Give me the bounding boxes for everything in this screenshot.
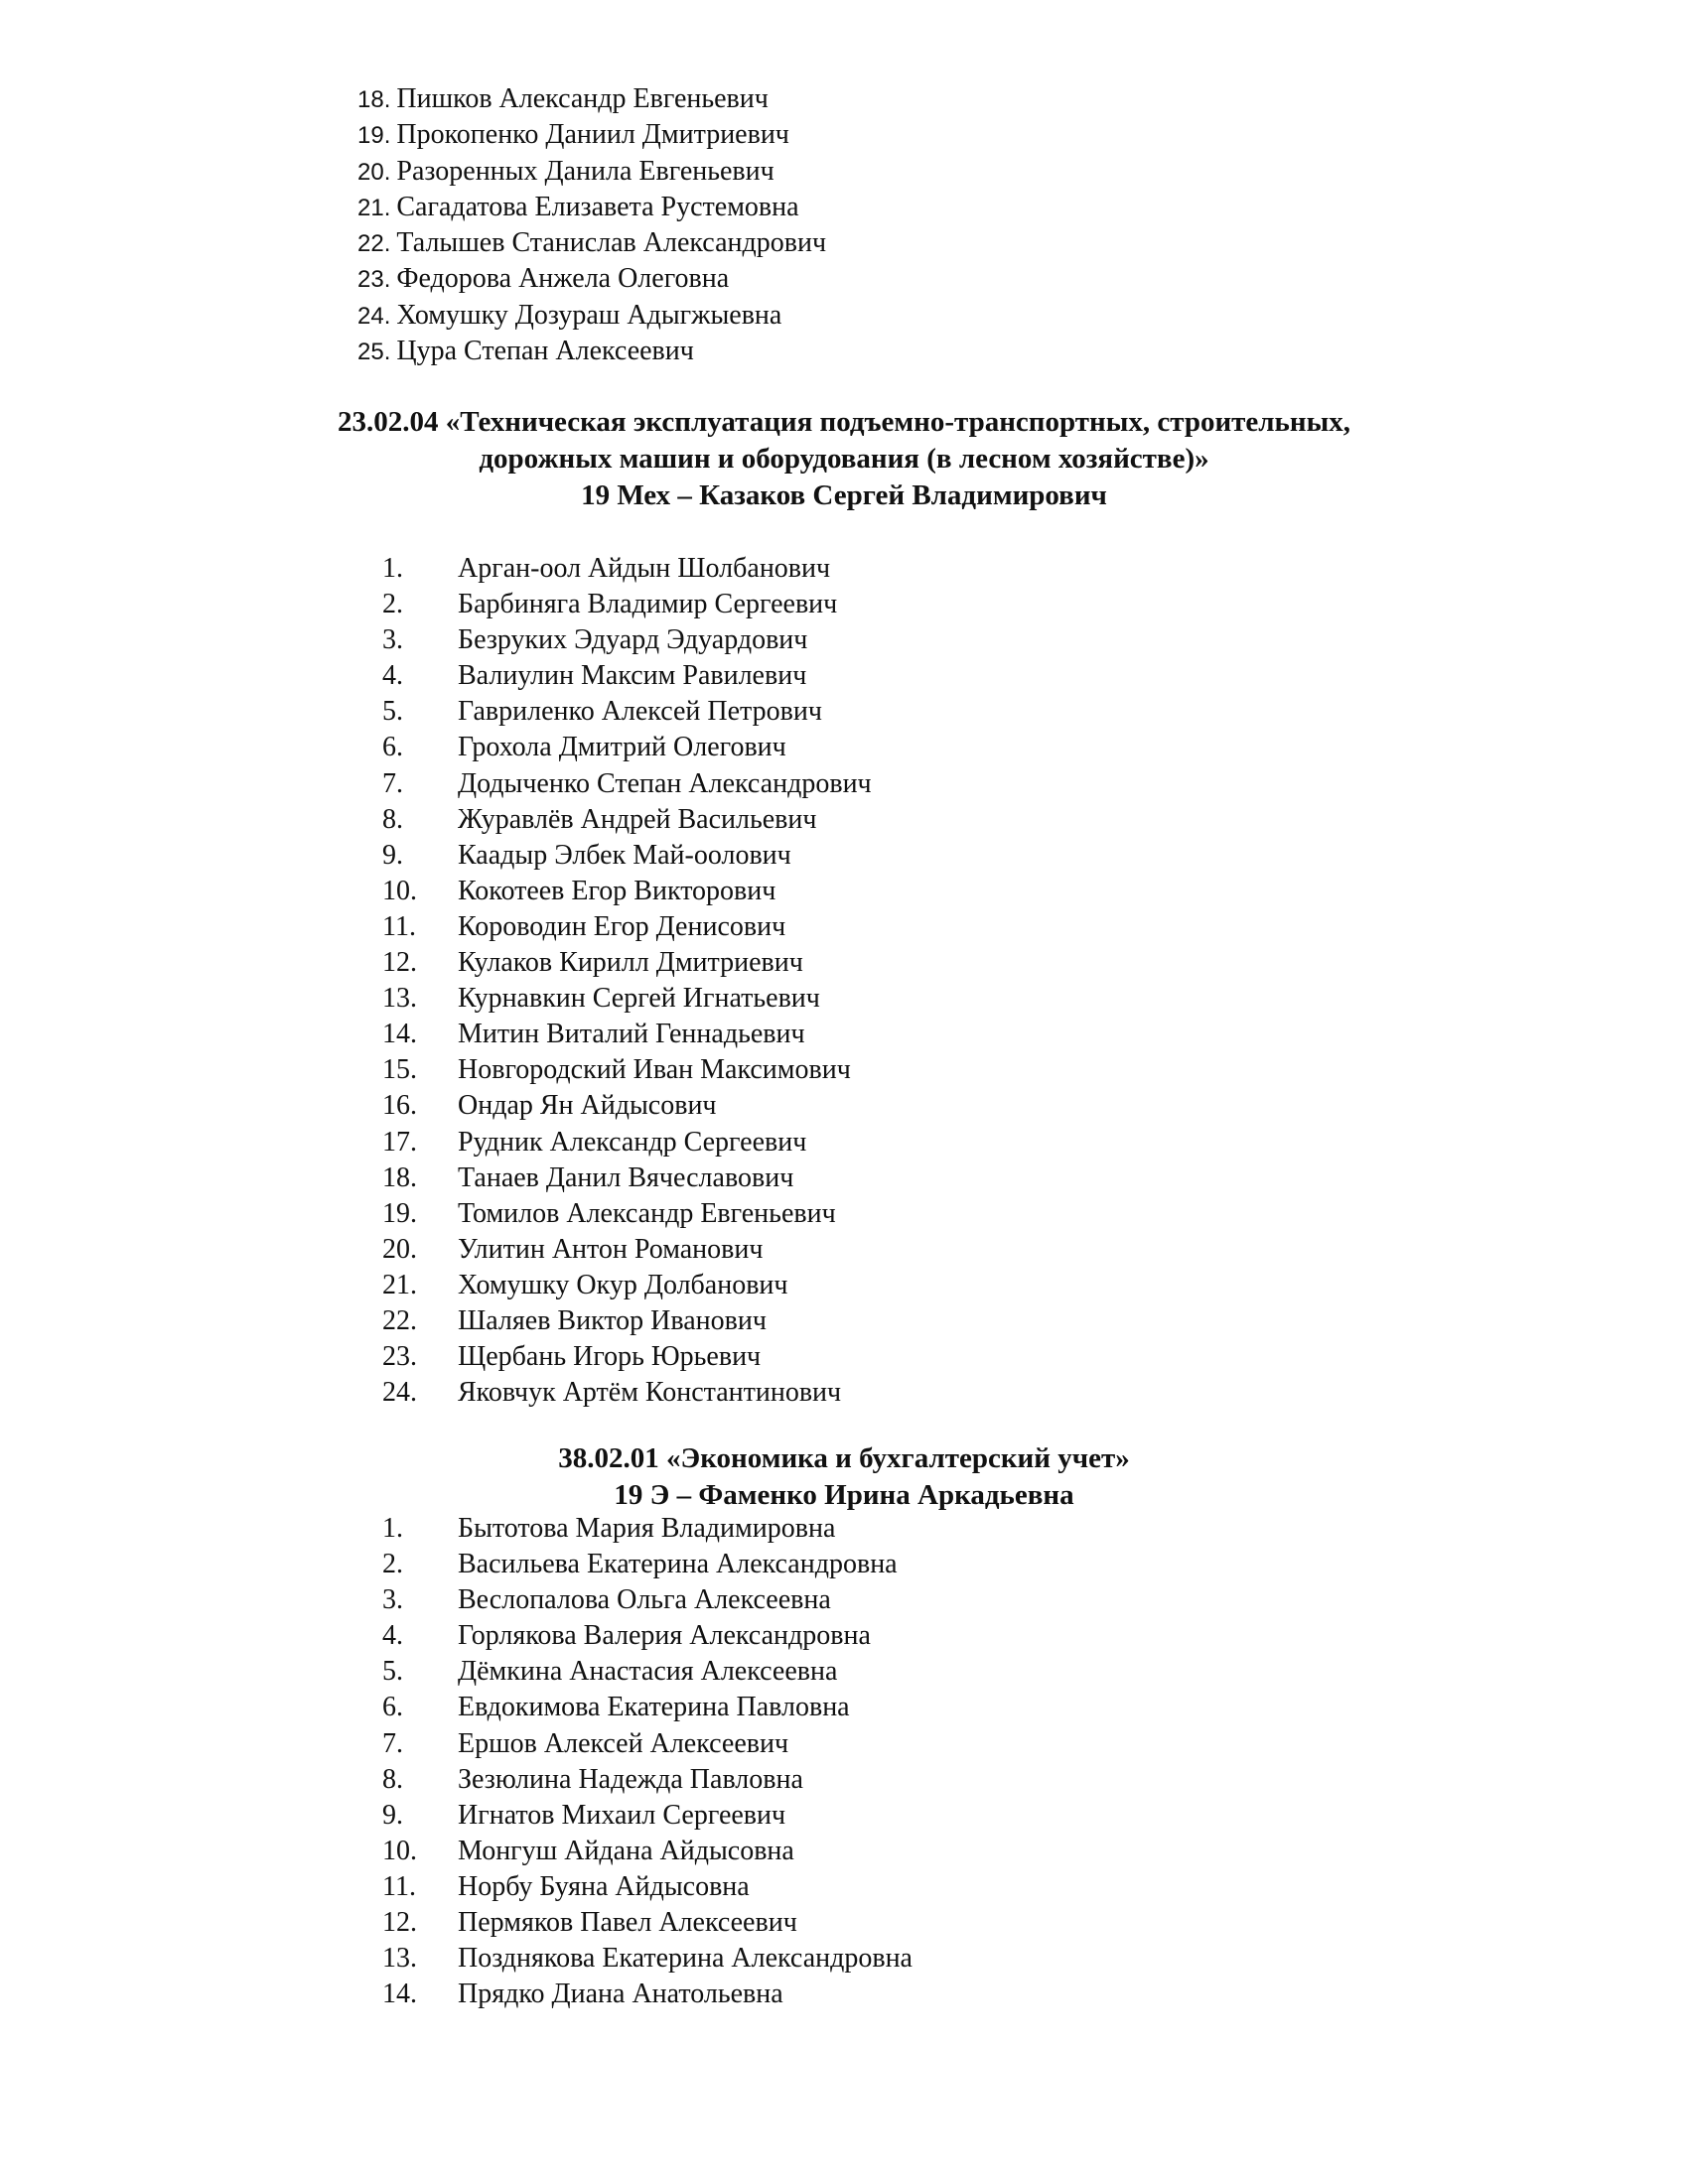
list-item [382,694,872,730]
student-name: Барбиняга Владимир Сергеевич [458,589,838,620]
group-curator-line: 19 Э – Фаменко Ирина Аркадьевна [614,1479,1074,1511]
item-number: 23. [382,1341,417,1373]
student-name: Каадыр Элбек Май-оолович [458,839,791,871]
student-name: Шаляев Виктор Иванович [458,1304,767,1336]
item-number: 3. [382,624,403,656]
list-item [382,551,872,587]
student-name: Додыченко Степан Александрович [458,767,872,799]
continued-student-list [357,81,826,369]
list-item [382,1017,872,1052]
student-name: Грохола Дмитрий Олегович [458,732,786,763]
list-item [357,190,826,225]
student-name: Ондар Ян Айдысович [458,1090,717,1122]
list-item [382,1052,872,1088]
item-number: 21. [382,1269,417,1300]
student-name: Кокотеев Егор Викторович [458,875,776,906]
list-item [357,334,826,369]
item-number: 18. [382,1161,417,1193]
student-name: Игнатов Михаил Сергеевич [458,1799,786,1831]
list-item [382,1232,872,1268]
student-name: Рудник Александр Сергеевич [458,1126,807,1158]
student-name: Ершов Алексей Алексеевич [458,1727,789,1759]
section-heading-economics [0,1440,1688,1514]
list-item [382,1088,872,1124]
student-name: Прокопенко Даниил Дмитриевич [396,119,789,151]
item-number: 7. [382,767,403,799]
student-name: Дёмкина Анастасия Алексеевна [458,1656,838,1688]
student-name: Улитин Антон Романович [458,1233,764,1265]
item-number: 12. [382,1907,417,1939]
student-name: Норбу Буяна Айдысовна [458,1870,750,1902]
student-name: Пишков Александр Евгеньевич [396,83,769,114]
list-item [382,1798,913,1834]
item-number: 19. [357,122,391,150]
student-name: Валиулин Максим Равилевич [458,660,807,692]
list-item [357,298,826,334]
item-number: 12. [382,947,417,979]
list-item [382,1977,913,2012]
student-name: Васильева Екатерина Александровна [458,1549,898,1580]
item-number: 1. [382,553,403,584]
list-item [382,981,872,1017]
item-number: 16. [382,1090,417,1122]
item-number: 9. [382,1799,403,1831]
list-item [382,1375,872,1411]
item-number: 11. [382,1870,416,1902]
student-name: Арган-оол Айдын Шолбанович [458,553,831,584]
student-name: Евдокимова Екатерина Павловна [458,1692,850,1723]
item-number: 17. [382,1126,417,1158]
item-number: 21. [357,194,391,221]
item-number: 5. [382,1656,403,1688]
student-name: Веслопалова Ольга Алексеевна [458,1584,831,1616]
list-item [357,117,826,153]
student-name: Талышев Станислав Александрович [396,227,827,259]
student-name: Короводин Егор Денисович [458,910,786,942]
item-number: 18. [357,86,391,113]
list-item [382,874,872,909]
item-number: 8. [382,1763,403,1795]
student-name: Гавриленко Алексей Петрович [458,696,822,728]
student-name: Горлякова Валерия Александровна [458,1620,871,1652]
item-number: 25. [357,339,391,366]
student-name: Митин Виталий Геннадьевич [458,1019,805,1050]
list-item [382,1762,913,1798]
item-number: 22. [382,1304,417,1336]
item-number: 20. [382,1233,417,1265]
item-number: 15. [382,1054,417,1086]
list-item [357,225,826,261]
student-name: Федорова Анжела Олеговна [396,263,730,295]
student-name: Позднякова Екатерина Александровна [458,1943,913,1975]
student-name: Новгородский Иван Максимович [458,1054,851,1086]
item-number: 23. [357,266,391,294]
item-number: 13. [382,983,417,1015]
list-item [382,658,872,694]
list-item [382,1268,872,1303]
item-number: 5. [382,696,403,728]
specialty-title-line-1: 38.02.01 «Экономика и бухгалтерский учет» [558,1442,1130,1474]
item-number: 14. [382,1979,417,2010]
student-list-economics [382,1511,913,2012]
list-item [382,802,872,838]
list-item [382,909,872,945]
item-number: 10. [382,875,417,906]
student-name: Курнавкин Сергей Игнатьевич [458,983,820,1015]
item-number: 1. [382,1513,403,1544]
list-item [382,1160,872,1196]
item-number: 24. [357,302,391,330]
student-name: Бытотова Мария Владимировна [458,1513,836,1544]
student-name: Хомушку Дозураш Адыгжыевна [396,299,782,331]
list-item [382,1618,913,1654]
list-item [382,1339,872,1375]
list-item [382,766,872,802]
student-list-mechanics [382,551,872,1411]
student-name: Разоренных Данила Евгеньевич [396,155,774,187]
item-number: 22. [357,230,391,258]
student-name: Журавлёв Андрей Васильевич [458,803,817,835]
student-name: Безруких Эдуард Эдуардович [458,624,808,656]
item-number: 11. [382,910,416,942]
item-number: 13. [382,1943,417,1975]
student-name: Прядко Диана Анатольевна [458,1979,783,2010]
student-name: Цура Степан Алексеевич [396,336,694,367]
list-item [382,1726,913,1762]
list-item [382,622,872,658]
list-item [357,154,826,190]
list-item [382,730,872,765]
item-number: 8. [382,803,403,835]
list-item [382,945,872,981]
item-number: 3. [382,1584,403,1616]
student-name: Танаев Данил Вячеславович [458,1161,794,1193]
list-item [382,1196,872,1232]
section-heading-mechanics [0,404,1688,514]
list-item [382,1511,913,1547]
item-number: 14. [382,1019,417,1050]
list-item [382,1905,913,1941]
item-number: 24. [382,1377,417,1409]
student-name: Сагадатова Елизавета Рустемовна [396,191,799,222]
list-item [382,1869,913,1905]
student-name: Кулаков Кирилл Дмитриевич [458,947,803,979]
student-name: Томилов Александр Евгеньевич [458,1197,836,1229]
specialty-title-line-2: дорожных машин и оборудования (в лесном хозяйстве)» [479,443,1209,475]
list-item [382,1582,913,1618]
item-number: 2. [382,1549,403,1580]
item-number: 20. [357,158,391,186]
student-name: Зезюлина Надежда Павловна [458,1763,803,1795]
list-item [382,838,872,874]
list-item [382,1834,913,1869]
list-item [382,1941,913,1977]
student-name: Щербань Игорь Юрьевич [458,1341,762,1373]
list-item [382,1303,872,1339]
item-number: 2. [382,589,403,620]
item-number: 7. [382,1727,403,1759]
item-number: 6. [382,1692,403,1723]
item-number: 19. [382,1197,417,1229]
student-name: Монгуш Айдана Айдысовна [458,1835,794,1866]
list-item [357,81,826,117]
list-item [382,1690,913,1725]
list-item [382,1654,913,1690]
specialty-title-line-1: 23.02.04 «Техническая эксплуатация подъемно-транспортных, строительных, [338,406,1350,438]
student-name: Пермяков Павел Алексеевич [458,1907,797,1939]
list-item [382,1547,913,1582]
student-name: Хомушку Окур Долбанович [458,1269,788,1300]
item-number: 9. [382,839,403,871]
item-number: 10. [382,1835,417,1866]
item-number: 4. [382,660,403,692]
item-number: 6. [382,732,403,763]
list-item [382,587,872,622]
list-item [357,261,826,297]
group-curator-line: 19 Мех – Казаков Сергей Владимирович [581,479,1107,511]
list-item [382,1125,872,1160]
item-number: 4. [382,1620,403,1652]
student-name: Яковчук Артём Константинович [458,1377,842,1409]
